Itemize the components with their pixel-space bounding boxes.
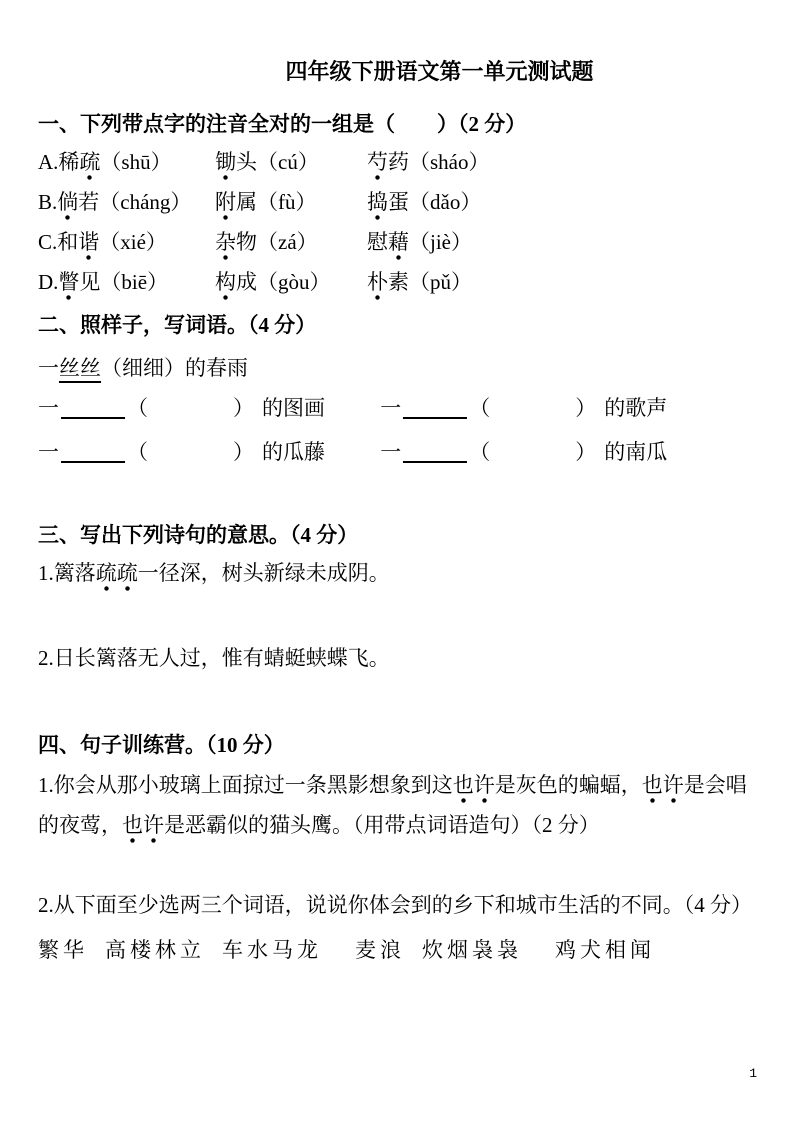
question-1-line-1 xyxy=(38,765,755,805)
option-list xyxy=(38,142,755,302)
poem-line-2: 2.日长篱落无人过，惟有蜻蜓蛱蝶飞。 xyxy=(38,646,390,670)
text-segment: 一 xyxy=(38,356,59,380)
dotted-word: 也许 xyxy=(122,813,164,844)
section-2-heading: 二、照样子，写词语。（4 分） xyxy=(38,313,317,337)
answer-blank xyxy=(403,443,467,463)
dotted-character: 藉 xyxy=(388,230,409,261)
pinyin-text: 属（fù） xyxy=(236,190,317,214)
section-4-heading: 四、句子训练营。（10 分） xyxy=(38,733,285,757)
fill-row-1 xyxy=(38,388,755,428)
option-a-word-1 xyxy=(38,142,215,182)
option-c-word-1 xyxy=(38,222,215,262)
section-4 xyxy=(38,730,755,970)
pinyin-text: （xié） xyxy=(99,230,167,254)
fill-item-picture xyxy=(38,388,375,428)
text-segment: 的南瓜 xyxy=(604,440,668,464)
paren-close: ） xyxy=(575,440,597,464)
dotted-word: 也许 xyxy=(642,773,684,804)
fill-row-2 xyxy=(38,432,755,472)
pinyin-text: 物（zá） xyxy=(236,230,318,254)
dotted-character: 朴 xyxy=(367,270,388,301)
word-bank-item: 麦浪 xyxy=(355,938,405,962)
answer-blank xyxy=(403,399,467,419)
dotted-character: 谐 xyxy=(78,230,99,261)
fill-item-pumpkin xyxy=(380,432,667,472)
text-segment: 的夜莺， xyxy=(38,813,122,837)
pinyin-text: 蛋（dǎo） xyxy=(388,190,482,214)
option-a-word-2 xyxy=(215,142,367,182)
dotted-character: 锄 xyxy=(215,150,236,181)
text-segment: （细细）的春雨 xyxy=(101,356,248,380)
pinyin-text: 药（sháo） xyxy=(388,150,490,174)
pinyin-text: 见（biē） xyxy=(79,270,169,294)
word-bank-item: 车水马龙 xyxy=(222,938,322,962)
text-segment: 是会唱 xyxy=(683,773,747,797)
option-c-word-2 xyxy=(215,222,367,262)
section-1 xyxy=(38,109,755,302)
pinyin-text: （jiè） xyxy=(409,230,472,254)
question-2: 2.从下面至少选两三个词语，说说你体会到的乡下和城市生活的不同。（4 分） xyxy=(38,893,752,917)
dotted-character: 疏 xyxy=(79,150,100,181)
text-segment: 慰 xyxy=(367,230,388,254)
answer-blank xyxy=(61,399,125,419)
pinyin-text: 成（gòu） xyxy=(236,270,331,294)
paren-close: ） xyxy=(233,440,254,464)
question-1-line-2 xyxy=(38,805,755,845)
paren-open: （ xyxy=(469,440,491,464)
paren-open: （ xyxy=(469,396,491,420)
option-b-word-2 xyxy=(215,182,367,222)
option-d-row xyxy=(38,262,755,302)
text-segment: C.和 xyxy=(38,230,79,254)
option-d-word-2 xyxy=(215,262,367,302)
fill-item-vine xyxy=(38,432,375,472)
dotted-character: 瞥 xyxy=(58,270,79,301)
text-segment: D. xyxy=(38,270,59,294)
text-segment: 1.你会从那小玻璃上面掠过一条黑影想象到这 xyxy=(38,773,453,797)
paren-open: （ xyxy=(127,440,148,464)
paren-close: ） xyxy=(575,396,597,420)
text-segment: 的图画 xyxy=(262,396,325,420)
text-segment: 的瓜藤 xyxy=(262,440,325,464)
option-b-row xyxy=(38,182,755,222)
text-segment: 一 xyxy=(38,396,59,420)
answer-blank xyxy=(61,443,125,463)
pinyin-text: 素（pǔ） xyxy=(388,270,472,294)
word-bank xyxy=(38,930,755,970)
dotted-character: 倘 xyxy=(57,190,78,221)
word-bank-item: 炊烟袅袅 xyxy=(422,938,522,962)
paren-close: ） xyxy=(233,396,254,420)
text-segment: 一 xyxy=(380,396,402,420)
poem-line-1 xyxy=(38,553,755,593)
section-2 xyxy=(38,310,755,472)
word-bank-item: 高楼林立 xyxy=(105,938,205,962)
text-segment: 一 xyxy=(38,440,59,464)
dotted-character: 芍 xyxy=(367,150,388,181)
page-title: 四年级下册语文第一单元测试题 xyxy=(285,59,594,84)
option-b-word-3 xyxy=(367,182,755,222)
dotted-character: 捣 xyxy=(367,190,388,221)
example-line xyxy=(38,348,755,388)
text-segment: 1.篱落 xyxy=(38,561,96,585)
option-d-word-3 xyxy=(367,262,755,302)
text-segment: A.稀 xyxy=(38,150,80,174)
question-1 xyxy=(38,765,755,845)
option-a-word-3 xyxy=(367,142,755,182)
text-segment: 的歌声 xyxy=(604,396,668,420)
text-segment: 是灰色的蝙蝠， xyxy=(494,773,642,797)
option-a-row xyxy=(38,142,755,182)
text-segment: 一 xyxy=(380,440,402,464)
dotted-character: 杂 xyxy=(215,230,236,261)
section-1-heading: 一、下列带点字的注音全对的一组是（ ）（2 分） xyxy=(38,112,527,136)
option-c-row xyxy=(38,222,755,262)
option-c-word-3 xyxy=(367,222,755,262)
word-bank-item: 繁华 xyxy=(38,938,88,962)
paren-open: （ xyxy=(127,396,148,420)
option-b-word-1 xyxy=(38,182,215,222)
dotted-word: 也许 xyxy=(453,773,495,804)
text-segment: 是恶霸似的猫头鹰。（用带点词语造句）（2 分） xyxy=(164,813,600,837)
text-segment: 一径深，树头新绿未成阴。 xyxy=(137,561,390,585)
word-bank-item: 鸡犬相闻 xyxy=(555,938,655,962)
section-3 xyxy=(38,520,755,678)
pinyin-text: 若（cháng） xyxy=(78,190,192,214)
dotted-word: 疏疏 xyxy=(96,561,138,592)
option-d-word-1 xyxy=(38,262,215,302)
fill-item-song xyxy=(380,388,667,428)
page-number: 1 xyxy=(749,1066,757,1081)
pinyin-text: （shū） xyxy=(100,150,172,174)
pinyin-text: 头（cú） xyxy=(236,150,319,174)
text-segment: B. xyxy=(38,190,58,214)
dotted-character: 附 xyxy=(215,190,236,221)
dotted-character: 构 xyxy=(215,270,236,301)
section-3-heading: 三、写出下列诗句的意思。（4 分） xyxy=(38,523,359,547)
underlined-word: 丝丝 xyxy=(59,356,101,383)
